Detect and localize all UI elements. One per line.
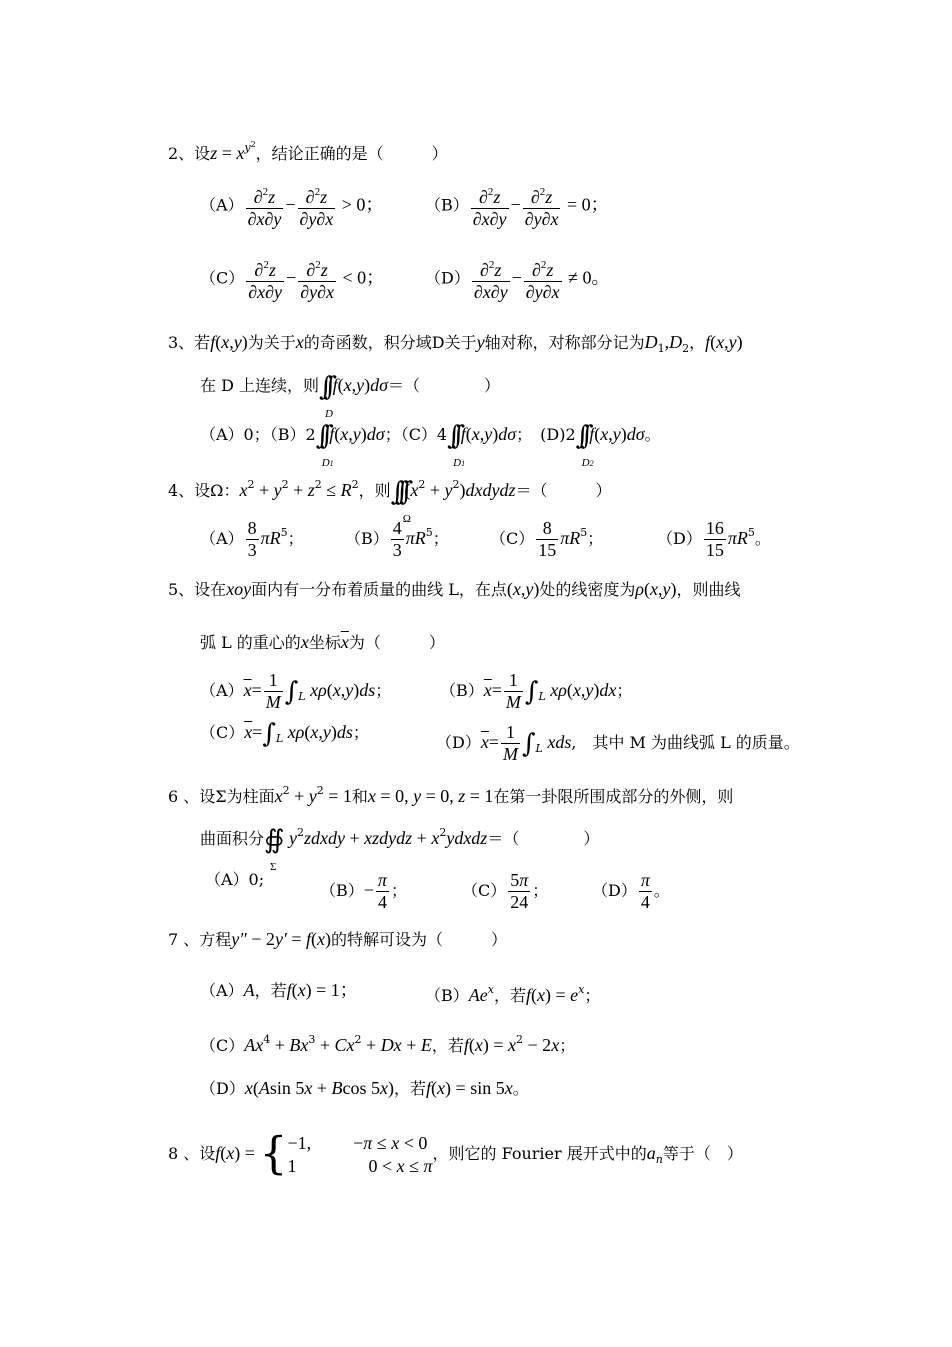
q7-option-b: （B）Ae$^x$，若$f(x) = e^x$； xyxy=(425,983,601,1005)
q5-option-b: $(B)\overline{x}=$ $\frac{1}{M}$ $\int_L$ xρ(x,y)dx； xyxy=(440,670,633,712)
q5-line2: 弧 L 的重心的x坐标$\overline{x}$为（ ） xyxy=(200,632,445,652)
question-5: 5、设在xoy面内有一分布着质量的曲线 L，在点(x,y)处的线密度为ρ(x,y)，则曲线 xyxy=(168,579,741,599)
q3-line2: 在 D 上连续，则∫∫ D f(x,y)dσ＝（ ） xyxy=(200,372,501,420)
q4-option-a: （A） $\frac{8}{3}$ $\pi R^5$； xyxy=(200,518,304,560)
q2-option-c: （C） $\frac{\partial^2z}{\partial x\partial y}$ − $\frac{\partial^2z}{\partial y\partial x}$ < 0； xyxy=(200,255,384,303)
q4-option-d: （D） $\frac{16}{15}$ $\pi R^5$。 xyxy=(657,518,771,560)
q3-options: （A）0；（B）2∫∫ D1 f(x,y)dσ；（C）4∫∫ D1 f(x,y)dσ； (D)2∫∫ D2 f(x,y)dσ。 xyxy=(200,421,661,469)
q6-option-a: （A）0; xyxy=(205,870,265,889)
q2-option-d: （D） $\frac{\partial^2z}{\partial x\partial y}$ − $\frac{\partial^2z}{\partial y\partial x}$ ≠ 0。 xyxy=(425,255,609,303)
q5-option-d: $(D)\overline{x}=$ $\frac{1}{M}$ $\int_L$ xds, 其中 M 为曲线弧 L 的质量。 xyxy=(436,722,800,764)
q6-option-c: （C） $\frac{5\pi}{24}$ ； xyxy=(462,870,549,912)
q7-option-c: $(C)Ax^4 + Bx^3 + Cx^2 + Dx + E$，若$f(x) = x^2 - 2x$； xyxy=(200,1033,576,1055)
q2-option-a: （A） $\frac{\partial^2z}{\partial x\partial y}$ − $\frac{\partial^2z}{\partial y\partial x}$ > 0； xyxy=(200,182,383,230)
question-2: 2、设$z = x^{y2}$，结论正确的是（ ） xyxy=(168,140,448,163)
q2-text: ，结论正确的是（ ） xyxy=(255,144,448,163)
q7-option-a: （A）A，若f(x) = 1； xyxy=(200,980,358,1000)
q7-option-d: （D）x(Asin 5x + Bcos 5x)，若f(x) = sin 5x。 xyxy=(200,1078,529,1098)
q2-option-b: （B） $\frac{\partial^2z}{\partial x\partial y}$ − $\frac{\partial^2z}{\partial y\partial x}$ = 0； xyxy=(425,182,609,230)
question-3: 3、若f(x,y)为关于x的奇函数，积分域D关于y轴对称，对称部分记为$D_1,D_2$，f(x,y) xyxy=(168,332,743,355)
q5-option-c: $(C)\overline{x}=\int_L$ xρ(x,y)ds； xyxy=(200,719,369,749)
q4-option-c: （C） $\frac{8}{15}$ $\pi R^5$； xyxy=(490,518,604,560)
q6-option-d: （D） $\frac{\pi}{4}$ 。 xyxy=(592,870,670,912)
q6-option-b: （B）− $\frac{\pi}{4}$ ； xyxy=(320,870,407,912)
question-7: 7 、方程y″ − 2y′ = f(x)的特解可设为（ ） xyxy=(168,929,508,949)
q4-option-b: （B） $\frac{4}{3}$ $\pi R^5$； xyxy=(345,518,449,560)
q6-line2: 曲面积分∯ Σ $y^2zdxdy$ + xzdydz + $x^2ydxdz=$（ ） xyxy=(200,825,600,873)
question-4: 4、设Ω：$x^2 + y^2 + z^2 \le R^2$，则∫∫∫ Ω ($x^2$ + $y^2)dxdydz=$（ ） xyxy=(168,477,612,525)
q5-option-a: $(A)\overline{x}=$ $\frac{1}{M}$ $\int_L$ xρ(x,y)ds； xyxy=(200,670,392,712)
question-6: 6 、设Σ为柱面$x^2 + y^2 = 1$和x = 0, y = 0, z = 1在第一卦限所围成部分的外侧，则 xyxy=(168,784,734,806)
question-8: 8 、设f(x) = { −1, −π ≤ x < 0 1 0 < x ≤ π ，则它的 Fourier 展开式中的$a_n$等于（ ） xyxy=(168,1128,743,1180)
q2-label: 2、设 xyxy=(168,144,211,163)
